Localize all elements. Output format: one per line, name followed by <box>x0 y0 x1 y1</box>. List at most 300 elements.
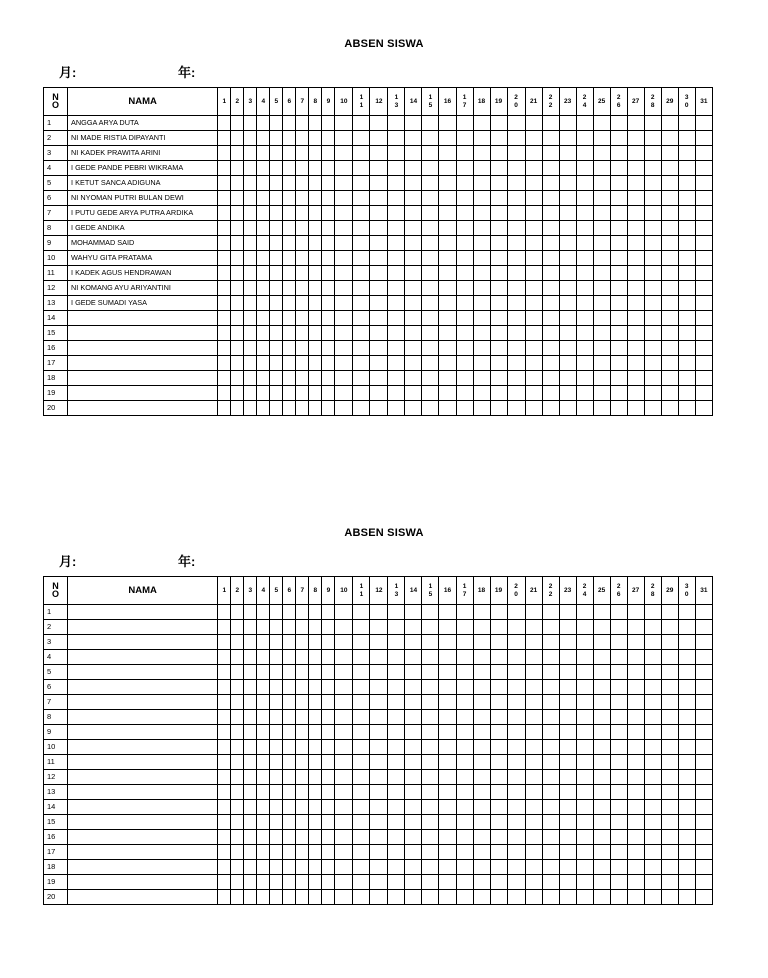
attendance-cell[interactable] <box>593 146 610 161</box>
attendance-cell[interactable] <box>576 890 593 905</box>
attendance-cell[interactable] <box>507 116 525 131</box>
attendance-cell[interactable] <box>405 236 422 251</box>
attendance-cell[interactable] <box>257 326 270 341</box>
attendance-cell[interactable] <box>695 875 712 890</box>
attendance-cell[interactable] <box>322 281 335 296</box>
attendance-cell[interactable] <box>270 620 283 635</box>
attendance-cell[interactable] <box>296 356 309 371</box>
attendance-cell[interactable] <box>627 695 644 710</box>
attendance-cell[interactable] <box>473 725 490 740</box>
attendance-cell[interactable] <box>559 860 576 875</box>
attendance-cell[interactable] <box>559 131 576 146</box>
attendance-cell[interactable] <box>283 206 296 221</box>
attendance-cell[interactable] <box>490 860 507 875</box>
attendance-cell[interactable] <box>283 266 296 281</box>
attendance-cell[interactable] <box>231 815 244 830</box>
attendance-cell[interactable] <box>270 605 283 620</box>
attendance-cell[interactable] <box>661 830 678 845</box>
attendance-cell[interactable] <box>490 815 507 830</box>
attendance-cell[interactable] <box>231 785 244 800</box>
attendance-cell[interactable] <box>309 650 322 665</box>
attendance-cell[interactable] <box>490 770 507 785</box>
attendance-cell[interactable] <box>405 860 422 875</box>
attendance-cell[interactable] <box>439 401 456 416</box>
attendance-cell[interactable] <box>405 251 422 266</box>
attendance-cell[interactable] <box>218 800 231 815</box>
attendance-cell[interactable] <box>388 800 405 815</box>
attendance-cell[interactable] <box>296 386 309 401</box>
attendance-cell[interactable] <box>661 845 678 860</box>
attendance-cell[interactable] <box>695 680 712 695</box>
attendance-cell[interactable] <box>610 725 627 740</box>
attendance-cell[interactable] <box>439 326 456 341</box>
attendance-cell[interactable] <box>525 755 542 770</box>
attendance-cell[interactable] <box>542 875 559 890</box>
attendance-cell[interactable] <box>456 710 473 725</box>
attendance-cell[interactable] <box>335 311 353 326</box>
attendance-cell[interactable] <box>576 755 593 770</box>
attendance-cell[interactable] <box>525 620 542 635</box>
attendance-cell[interactable] <box>593 680 610 695</box>
attendance-cell[interactable] <box>335 146 353 161</box>
attendance-cell[interactable] <box>231 605 244 620</box>
attendance-cell[interactable] <box>439 161 456 176</box>
attendance-cell[interactable] <box>507 635 525 650</box>
attendance-cell[interactable] <box>439 356 456 371</box>
attendance-cell[interactable] <box>473 371 490 386</box>
attendance-cell[interactable] <box>309 695 322 710</box>
attendance-cell[interactable] <box>309 386 322 401</box>
attendance-cell[interactable] <box>610 221 627 236</box>
attendance-cell[interactable] <box>456 680 473 695</box>
attendance-cell[interactable] <box>678 386 695 401</box>
attendance-cell[interactable] <box>405 770 422 785</box>
attendance-cell[interactable] <box>473 146 490 161</box>
attendance-cell[interactable] <box>296 206 309 221</box>
attendance-cell[interactable] <box>244 845 257 860</box>
attendance-cell[interactable] <box>257 131 270 146</box>
attendance-cell[interactable] <box>610 845 627 860</box>
attendance-cell[interactable] <box>370 311 388 326</box>
attendance-cell[interactable] <box>576 311 593 326</box>
attendance-cell[interactable] <box>218 770 231 785</box>
attendance-cell[interactable] <box>270 236 283 251</box>
attendance-cell[interactable] <box>644 635 661 650</box>
attendance-cell[interactable] <box>405 311 422 326</box>
attendance-cell[interactable] <box>322 695 335 710</box>
attendance-cell[interactable] <box>627 131 644 146</box>
attendance-cell[interactable] <box>507 890 525 905</box>
attendance-cell[interactable] <box>627 860 644 875</box>
attendance-cell[interactable] <box>257 176 270 191</box>
attendance-cell[interactable] <box>370 161 388 176</box>
attendance-cell[interactable] <box>473 116 490 131</box>
attendance-cell[interactable] <box>322 161 335 176</box>
attendance-cell[interactable] <box>644 875 661 890</box>
attendance-cell[interactable] <box>370 680 388 695</box>
attendance-cell[interactable] <box>593 236 610 251</box>
attendance-cell[interactable] <box>439 371 456 386</box>
attendance-cell[interactable] <box>644 605 661 620</box>
attendance-cell[interactable] <box>405 830 422 845</box>
attendance-cell[interactable] <box>627 815 644 830</box>
attendance-cell[interactable] <box>244 191 257 206</box>
attendance-cell[interactable] <box>353 311 370 326</box>
attendance-cell[interactable] <box>322 815 335 830</box>
attendance-cell[interactable] <box>593 830 610 845</box>
attendance-cell[interactable] <box>257 605 270 620</box>
attendance-cell[interactable] <box>257 860 270 875</box>
attendance-cell[interactable] <box>388 845 405 860</box>
attendance-cell[interactable] <box>490 176 507 191</box>
attendance-cell[interactable] <box>678 221 695 236</box>
attendance-cell[interactable] <box>405 221 422 236</box>
attendance-cell[interactable] <box>525 875 542 890</box>
attendance-cell[interactable] <box>559 650 576 665</box>
attendance-cell[interactable] <box>473 161 490 176</box>
attendance-cell[interactable] <box>296 860 309 875</box>
attendance-cell[interactable] <box>309 371 322 386</box>
attendance-cell[interactable] <box>388 356 405 371</box>
attendance-cell[interactable] <box>456 311 473 326</box>
attendance-cell[interactable] <box>542 296 559 311</box>
attendance-cell[interactable] <box>309 131 322 146</box>
attendance-cell[interactable] <box>257 710 270 725</box>
attendance-cell[interactable] <box>231 281 244 296</box>
attendance-cell[interactable] <box>593 785 610 800</box>
attendance-cell[interactable] <box>559 830 576 845</box>
attendance-cell[interactable] <box>335 296 353 311</box>
attendance-cell[interactable] <box>525 131 542 146</box>
attendance-cell[interactable] <box>439 860 456 875</box>
attendance-cell[interactable] <box>322 116 335 131</box>
attendance-cell[interactable] <box>422 206 439 221</box>
attendance-cell[interactable] <box>576 266 593 281</box>
attendance-cell[interactable] <box>593 296 610 311</box>
attendance-cell[interactable] <box>283 326 296 341</box>
attendance-cell[interactable] <box>456 800 473 815</box>
attendance-cell[interactable] <box>270 146 283 161</box>
attendance-cell[interactable] <box>439 116 456 131</box>
attendance-cell[interactable] <box>610 266 627 281</box>
attendance-cell[interactable] <box>525 221 542 236</box>
attendance-cell[interactable] <box>695 755 712 770</box>
attendance-cell[interactable] <box>490 605 507 620</box>
attendance-cell[interactable] <box>231 131 244 146</box>
attendance-cell[interactable] <box>542 800 559 815</box>
attendance-cell[interactable] <box>610 860 627 875</box>
attendance-cell[interactable] <box>283 221 296 236</box>
attendance-cell[interactable] <box>270 401 283 416</box>
attendance-cell[interactable] <box>507 605 525 620</box>
attendance-cell[interactable] <box>525 635 542 650</box>
attendance-cell[interactable] <box>490 371 507 386</box>
attendance-cell[interactable] <box>353 161 370 176</box>
attendance-cell[interactable] <box>542 311 559 326</box>
attendance-cell[interactable] <box>257 785 270 800</box>
attendance-cell[interactable] <box>661 146 678 161</box>
attendance-cell[interactable] <box>678 665 695 680</box>
attendance-cell[interactable] <box>542 206 559 221</box>
attendance-cell[interactable] <box>296 755 309 770</box>
attendance-cell[interactable] <box>490 191 507 206</box>
attendance-cell[interactable] <box>296 605 309 620</box>
attendance-cell[interactable] <box>473 386 490 401</box>
attendance-cell[interactable] <box>678 815 695 830</box>
attendance-cell[interactable] <box>525 401 542 416</box>
attendance-cell[interactable] <box>525 371 542 386</box>
attendance-cell[interactable] <box>490 296 507 311</box>
attendance-cell[interactable] <box>456 830 473 845</box>
attendance-cell[interactable] <box>388 401 405 416</box>
attendance-cell[interactable] <box>525 326 542 341</box>
attendance-cell[interactable] <box>353 725 370 740</box>
attendance-cell[interactable] <box>244 875 257 890</box>
attendance-cell[interactable] <box>270 341 283 356</box>
attendance-cell[interactable] <box>270 650 283 665</box>
attendance-cell[interactable] <box>309 221 322 236</box>
attendance-cell[interactable] <box>576 116 593 131</box>
attendance-cell[interactable] <box>542 281 559 296</box>
attendance-cell[interactable] <box>695 770 712 785</box>
attendance-cell[interactable] <box>335 725 353 740</box>
attendance-cell[interactable] <box>490 266 507 281</box>
attendance-cell[interactable] <box>231 620 244 635</box>
attendance-cell[interactable] <box>370 146 388 161</box>
attendance-cell[interactable] <box>405 206 422 221</box>
attendance-cell[interactable] <box>231 116 244 131</box>
attendance-cell[interactable] <box>610 296 627 311</box>
attendance-cell[interactable] <box>473 890 490 905</box>
attendance-cell[interactable] <box>353 221 370 236</box>
attendance-cell[interactable] <box>244 266 257 281</box>
attendance-cell[interactable] <box>270 281 283 296</box>
attendance-cell[interactable] <box>370 341 388 356</box>
attendance-cell[interactable] <box>439 131 456 146</box>
attendance-cell[interactable] <box>610 386 627 401</box>
attendance-cell[interactable] <box>439 341 456 356</box>
attendance-cell[interactable] <box>218 251 231 266</box>
attendance-cell[interactable] <box>695 191 712 206</box>
attendance-cell[interactable] <box>270 665 283 680</box>
attendance-cell[interactable] <box>627 191 644 206</box>
attendance-cell[interactable] <box>244 371 257 386</box>
attendance-cell[interactable] <box>244 146 257 161</box>
attendance-cell[interactable] <box>270 890 283 905</box>
attendance-cell[interactable] <box>296 725 309 740</box>
attendance-cell[interactable] <box>309 755 322 770</box>
attendance-cell[interactable] <box>473 830 490 845</box>
attendance-cell[interactable] <box>422 371 439 386</box>
attendance-cell[interactable] <box>525 710 542 725</box>
attendance-cell[interactable] <box>576 296 593 311</box>
attendance-cell[interactable] <box>322 266 335 281</box>
attendance-cell[interactable] <box>231 830 244 845</box>
attendance-cell[interactable] <box>257 161 270 176</box>
attendance-cell[interactable] <box>370 620 388 635</box>
attendance-cell[interactable] <box>218 146 231 161</box>
attendance-cell[interactable] <box>335 710 353 725</box>
attendance-cell[interactable] <box>370 206 388 221</box>
attendance-cell[interactable] <box>490 236 507 251</box>
attendance-cell[interactable] <box>610 176 627 191</box>
attendance-cell[interactable] <box>559 341 576 356</box>
attendance-cell[interactable] <box>490 620 507 635</box>
attendance-cell[interactable] <box>456 116 473 131</box>
attendance-cell[interactable] <box>309 845 322 860</box>
attendance-cell[interactable] <box>270 161 283 176</box>
attendance-cell[interactable] <box>353 800 370 815</box>
attendance-cell[interactable] <box>388 251 405 266</box>
attendance-cell[interactable] <box>244 680 257 695</box>
attendance-cell[interactable] <box>405 266 422 281</box>
attendance-cell[interactable] <box>370 635 388 650</box>
attendance-cell[interactable] <box>218 740 231 755</box>
attendance-cell[interactable] <box>644 206 661 221</box>
attendance-cell[interactable] <box>439 875 456 890</box>
attendance-cell[interactable] <box>576 386 593 401</box>
attendance-cell[interactable] <box>456 620 473 635</box>
attendance-cell[interactable] <box>244 341 257 356</box>
attendance-cell[interactable] <box>695 281 712 296</box>
attendance-cell[interactable] <box>678 695 695 710</box>
attendance-cell[interactable] <box>644 785 661 800</box>
attendance-cell[interactable] <box>422 281 439 296</box>
attendance-cell[interactable] <box>388 341 405 356</box>
attendance-cell[interactable] <box>370 266 388 281</box>
attendance-cell[interactable] <box>644 680 661 695</box>
attendance-cell[interactable] <box>244 281 257 296</box>
attendance-cell[interactable] <box>593 311 610 326</box>
attendance-cell[interactable] <box>335 740 353 755</box>
attendance-cell[interactable] <box>542 131 559 146</box>
attendance-cell[interactable] <box>439 635 456 650</box>
attendance-cell[interactable] <box>559 266 576 281</box>
attendance-cell[interactable] <box>661 356 678 371</box>
attendance-cell[interactable] <box>439 815 456 830</box>
attendance-cell[interactable] <box>678 296 695 311</box>
attendance-cell[interactable] <box>661 266 678 281</box>
attendance-cell[interactable] <box>309 356 322 371</box>
attendance-cell[interactable] <box>335 755 353 770</box>
attendance-cell[interactable] <box>490 800 507 815</box>
attendance-cell[interactable] <box>525 206 542 221</box>
attendance-cell[interactable] <box>270 710 283 725</box>
attendance-cell[interactable] <box>309 266 322 281</box>
attendance-cell[interactable] <box>405 281 422 296</box>
attendance-cell[interactable] <box>439 845 456 860</box>
attendance-cell[interactable] <box>661 695 678 710</box>
attendance-cell[interactable] <box>456 401 473 416</box>
attendance-cell[interactable] <box>322 311 335 326</box>
attendance-cell[interactable] <box>309 740 322 755</box>
attendance-cell[interactable] <box>593 635 610 650</box>
attendance-cell[interactable] <box>439 236 456 251</box>
attendance-cell[interactable] <box>473 356 490 371</box>
attendance-cell[interactable] <box>218 785 231 800</box>
attendance-cell[interactable] <box>218 815 231 830</box>
attendance-cell[interactable] <box>388 605 405 620</box>
attendance-cell[interactable] <box>218 830 231 845</box>
attendance-cell[interactable] <box>422 176 439 191</box>
attendance-cell[interactable] <box>322 665 335 680</box>
attendance-cell[interactable] <box>422 191 439 206</box>
attendance-cell[interactable] <box>525 266 542 281</box>
attendance-cell[interactable] <box>695 236 712 251</box>
attendance-cell[interactable] <box>231 146 244 161</box>
attendance-cell[interactable] <box>661 251 678 266</box>
attendance-cell[interactable] <box>542 176 559 191</box>
attendance-cell[interactable] <box>388 710 405 725</box>
attendance-cell[interactable] <box>456 251 473 266</box>
attendance-cell[interactable] <box>370 281 388 296</box>
attendance-cell[interactable] <box>422 296 439 311</box>
attendance-cell[interactable] <box>388 131 405 146</box>
attendance-cell[interactable] <box>405 845 422 860</box>
attendance-cell[interactable] <box>610 236 627 251</box>
attendance-cell[interactable] <box>439 251 456 266</box>
attendance-cell[interactable] <box>405 680 422 695</box>
attendance-cell[interactable] <box>422 845 439 860</box>
attendance-cell[interactable] <box>405 371 422 386</box>
attendance-cell[interactable] <box>322 740 335 755</box>
attendance-cell[interactable] <box>695 341 712 356</box>
attendance-cell[interactable] <box>644 356 661 371</box>
attendance-cell[interactable] <box>370 695 388 710</box>
attendance-cell[interactable] <box>322 296 335 311</box>
attendance-cell[interactable] <box>593 665 610 680</box>
attendance-cell[interactable] <box>542 665 559 680</box>
attendance-cell[interactable] <box>525 785 542 800</box>
attendance-cell[interactable] <box>422 221 439 236</box>
attendance-cell[interactable] <box>593 815 610 830</box>
attendance-cell[interactable] <box>231 845 244 860</box>
attendance-cell[interactable] <box>678 680 695 695</box>
attendance-cell[interactable] <box>388 296 405 311</box>
attendance-cell[interactable] <box>244 386 257 401</box>
attendance-cell[interactable] <box>661 890 678 905</box>
attendance-cell[interactable] <box>439 755 456 770</box>
attendance-cell[interactable] <box>283 755 296 770</box>
attendance-cell[interactable] <box>473 236 490 251</box>
attendance-cell[interactable] <box>335 371 353 386</box>
attendance-cell[interactable] <box>627 755 644 770</box>
attendance-cell[interactable] <box>678 890 695 905</box>
attendance-cell[interactable] <box>309 326 322 341</box>
attendance-cell[interactable] <box>322 146 335 161</box>
attendance-cell[interactable] <box>644 131 661 146</box>
attendance-cell[interactable] <box>322 191 335 206</box>
attendance-cell[interactable] <box>576 161 593 176</box>
attendance-cell[interactable] <box>507 740 525 755</box>
attendance-cell[interactable] <box>322 755 335 770</box>
attendance-cell[interactable] <box>270 635 283 650</box>
attendance-cell[interactable] <box>661 116 678 131</box>
attendance-cell[interactable] <box>593 341 610 356</box>
attendance-cell[interactable] <box>422 650 439 665</box>
attendance-cell[interactable] <box>335 890 353 905</box>
attendance-cell[interactable] <box>353 620 370 635</box>
attendance-cell[interactable] <box>678 845 695 860</box>
attendance-cell[interactable] <box>231 236 244 251</box>
attendance-cell[interactable] <box>388 725 405 740</box>
attendance-cell[interactable] <box>270 725 283 740</box>
attendance-cell[interactable] <box>231 221 244 236</box>
attendance-cell[interactable] <box>388 620 405 635</box>
attendance-cell[interactable] <box>525 341 542 356</box>
attendance-cell[interactable] <box>309 710 322 725</box>
attendance-cell[interactable] <box>695 131 712 146</box>
